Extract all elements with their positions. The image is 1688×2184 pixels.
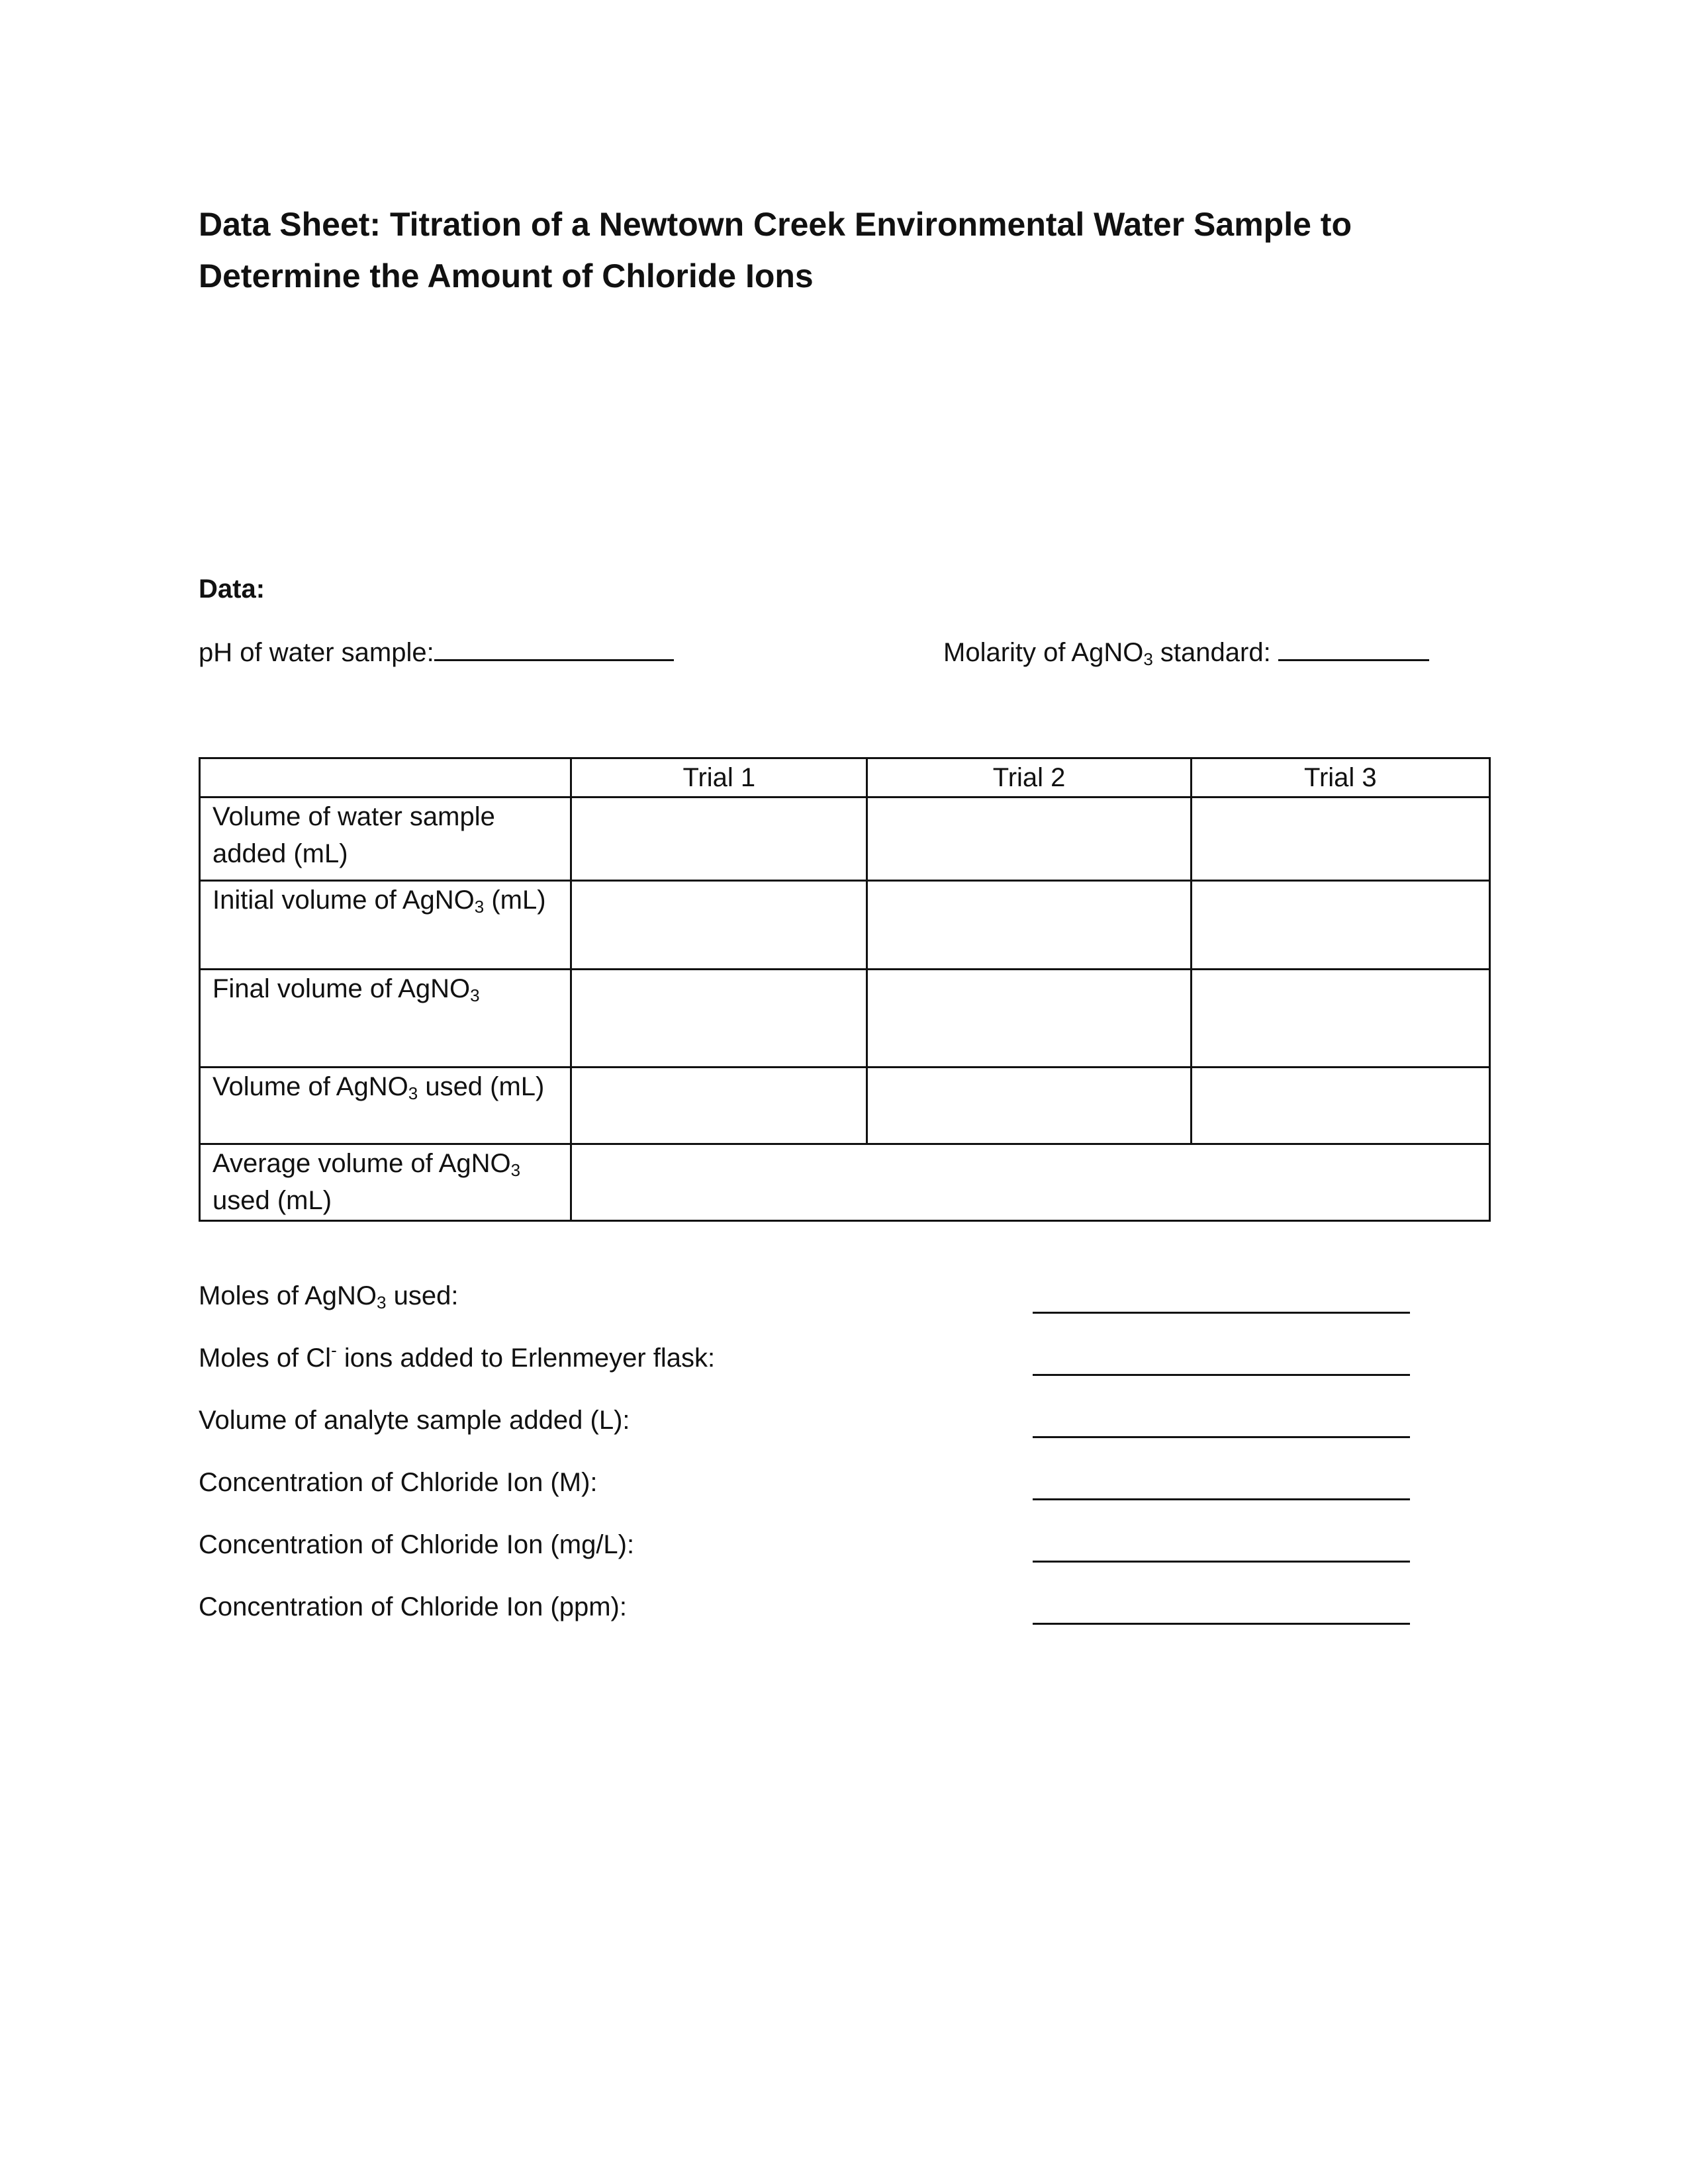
result-label: Concentration of Chloride Ion (mg/L): bbox=[199, 1530, 635, 1559]
table-header-row bbox=[200, 758, 1490, 797]
header-trial-2: Trial 2 bbox=[867, 758, 1191, 797]
trial-2-cell[interactable] bbox=[867, 970, 1191, 1068]
ph-input[interactable] bbox=[434, 630, 674, 661]
trial-2-cell[interactable] bbox=[867, 797, 1191, 881]
table-row bbox=[200, 797, 1490, 881]
table-row bbox=[200, 970, 1490, 1068]
row-label-initial-volume: Initial volume of AgNO$_3$ (mL) bbox=[200, 881, 571, 970]
result-conc-ppm bbox=[199, 1588, 1423, 1651]
molarity-label: Molarity of AgNO$_3$ standard: bbox=[943, 638, 1271, 669]
result-conc-mgl bbox=[199, 1526, 1423, 1588]
result-moles-agno3 bbox=[199, 1277, 1423, 1340]
result-input[interactable] bbox=[1033, 1561, 1410, 1563]
result-label: Concentration of Chloride Ion (M): bbox=[199, 1468, 598, 1497]
header-trial-3: Trial 3 bbox=[1191, 758, 1489, 797]
title-line-1: Data Sheet: Titration of a Newtown Creek Environmental Water Sample to bbox=[199, 206, 1352, 243]
result-input[interactable] bbox=[1033, 1436, 1410, 1438]
table-row bbox=[200, 881, 1490, 970]
row-label-average-volume: Average volume of AgNO$_3$ used (mL) bbox=[200, 1144, 571, 1221]
title-line-2: Determine the Amount of Chloride Ions bbox=[199, 257, 814, 295]
row-label-water-volume: Volume of water sample added (mL) bbox=[200, 797, 571, 881]
trial-3-cell[interactable] bbox=[1191, 881, 1489, 970]
row-label-volume-used: Volume of AgNO$_3$ used (mL) bbox=[200, 1068, 571, 1144]
result-label: Volume of analyte sample added (L): bbox=[199, 1406, 630, 1435]
page-title bbox=[199, 199, 1523, 302]
average-volume-cell[interactable] bbox=[571, 1144, 1490, 1221]
trial-3-cell[interactable] bbox=[1191, 1068, 1489, 1144]
result-label: Moles of Cl- ions added to Erlenmeyer flask: bbox=[199, 1340, 716, 1373]
molarity-field bbox=[943, 630, 1429, 671]
molarity-input[interactable] bbox=[1278, 630, 1429, 661]
titration-table bbox=[199, 757, 1491, 1222]
result-input[interactable] bbox=[1033, 1374, 1410, 1376]
table-row bbox=[200, 1144, 1490, 1221]
result-input[interactable] bbox=[1033, 1498, 1410, 1500]
header-empty bbox=[200, 758, 571, 797]
header-trial-1: Trial 1 bbox=[571, 758, 867, 797]
result-conc-molar bbox=[199, 1464, 1423, 1526]
trial-1-cell[interactable] bbox=[571, 881, 867, 970]
data-section-label: Data: bbox=[199, 574, 265, 604]
trial-2-cell[interactable] bbox=[867, 1068, 1191, 1144]
result-label: Moles of AgNO$_3$ used: bbox=[199, 1281, 459, 1312]
ph-field bbox=[199, 630, 674, 671]
trial-1-cell[interactable] bbox=[571, 797, 867, 881]
result-moles-cl bbox=[199, 1340, 1423, 1402]
trial-3-cell[interactable] bbox=[1191, 797, 1489, 881]
row-label-final-volume: Final volume of AgNO$_3$ bbox=[200, 970, 571, 1068]
result-label: Concentration of Chloride Ion (ppm): bbox=[199, 1592, 627, 1621]
trial-1-cell[interactable] bbox=[571, 1068, 867, 1144]
result-input[interactable] bbox=[1033, 1312, 1410, 1314]
trial-1-cell[interactable] bbox=[571, 970, 867, 1068]
result-input[interactable] bbox=[1033, 1623, 1410, 1625]
result-analyte-volume bbox=[199, 1402, 1423, 1464]
table-row bbox=[200, 1068, 1490, 1144]
trial-3-cell[interactable] bbox=[1191, 970, 1489, 1068]
ph-label: pH of water sample: bbox=[199, 638, 434, 667]
results-section bbox=[199, 1277, 1423, 1651]
trial-2-cell[interactable] bbox=[867, 881, 1191, 970]
